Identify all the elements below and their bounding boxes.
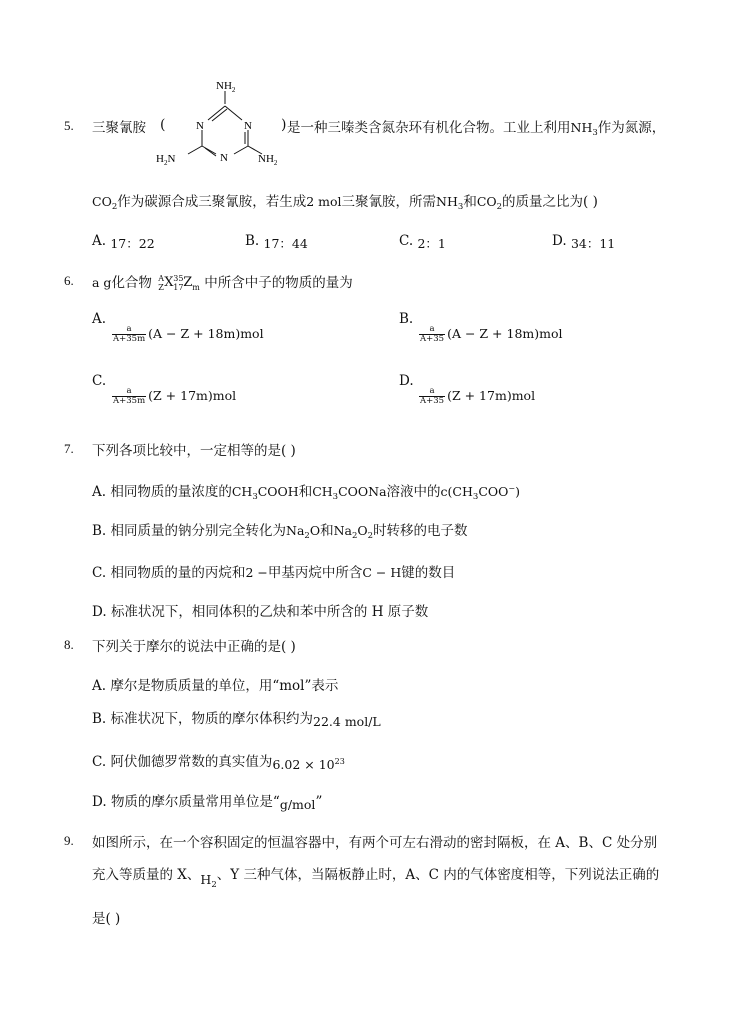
q8-option-a: A. 摩尔是物质质量的单位，用“mol”表示: [92, 678, 339, 694]
nh2-top-label: $NH_2$: [216, 80, 236, 94]
q5-option-b: B. 17：44: [245, 233, 308, 251]
q5-number: 5.: [64, 118, 74, 133]
q7-option-c: C. 相同物质的量的丙烷和2 −甲基丙烷中所含C − H键的数目: [92, 565, 456, 581]
q6-number: 6.: [64, 273, 74, 288]
q6-option-c: C. $\frac{a}{A+35m}$ (Z + 17m)mol: [92, 373, 237, 406]
q5-text-melamine: 三聚氰胺: [92, 120, 146, 136]
melamine-structure-diagram: [150, 76, 290, 176]
q7-option-b: B. 相同质量的钠分别完全转化为$Na_2O$和$Na_2O_2$时转移的电子数: [92, 523, 468, 541]
q5-line1: 是一种三嗪类含氮杂环有机化合物。工业上利用$NH_3$作为氮源，: [287, 120, 666, 138]
isotope-notation: A Z X 35 17 Z m: [158, 273, 200, 292]
q5-option-a: A. 17：22: [92, 233, 155, 251]
q5-option-c: C. 2：1: [399, 233, 446, 251]
q5-paren-open: (: [160, 117, 166, 133]
n-left-label: N: [196, 120, 204, 132]
q7-stem: 下列各项比较中，一定相等的是( ): [92, 443, 296, 459]
q8-option-b: B. 标准状况下，物质的摩尔体积约为22.4 mol/L: [92, 711, 381, 729]
q9-line3: 是( ): [92, 911, 121, 927]
q6-option-b: B. $\frac{a}{A+35}$ (A − Z + 18m)mol: [399, 311, 563, 344]
q7-option-a: A. 相同物质的量浓度的$CH_3COOH$和$CH_3COONa$溶液中的$c(CH_3COO^-)$: [92, 484, 520, 502]
q7-option-d: D. 标准状况下，相同体积的乙炔和苯中所含的 H 原子数: [92, 604, 429, 620]
q6-option-d: D. $\frac{a}{A+35}$ (Z + 17m)mol: [399, 373, 536, 406]
q6-option-a: A. $\frac{a}{A+35m}$ (A − Z + 18m)mol: [92, 311, 264, 344]
q5-option-d: D. 34：11: [552, 233, 616, 251]
q9-line1: 如图所示，在一个容积固定的恒温容器中，有两个可左右滑动的密封隔板，在 A、B、C 处分别: [92, 835, 658, 851]
q5-paren-close: ): [281, 117, 287, 133]
h2n-left-label: $H_2N$: [156, 153, 176, 167]
q9-line2: 充入等质量的 X、$H_2$、Y 三种气体，当隔板静止时，A、C 内的气体密度相等，下列说法正确的: [92, 867, 660, 890]
q7-number: 7.: [64, 441, 74, 456]
q8-stem: 下列关于摩尔的说法中正确的是( ): [92, 639, 296, 655]
nh2-right-label: $NH_2$: [258, 153, 278, 167]
q8-option-d: D. 物质的摩尔质量常用单位是“g/mol”: [92, 794, 323, 812]
q6-stem: a g化合物 A Z X 35 17 Z m 中所含中子的物质的量为: [92, 273, 353, 292]
q8-number: 8.: [64, 637, 74, 652]
n-bottom-label: N: [220, 152, 228, 164]
q9-number: 9.: [64, 833, 74, 848]
q8-option-c: C. 阿伏伽德罗常数的真实值为$6.02 \times 10^{23}$: [92, 754, 345, 772]
q5-line2: $CO_2$作为碳源合成三聚氰胺，若生成2 mol三聚氰胺，所需$NH_3$和$CO_2$的质量之比为( ): [92, 194, 598, 212]
n-right-label: N: [244, 120, 252, 132]
